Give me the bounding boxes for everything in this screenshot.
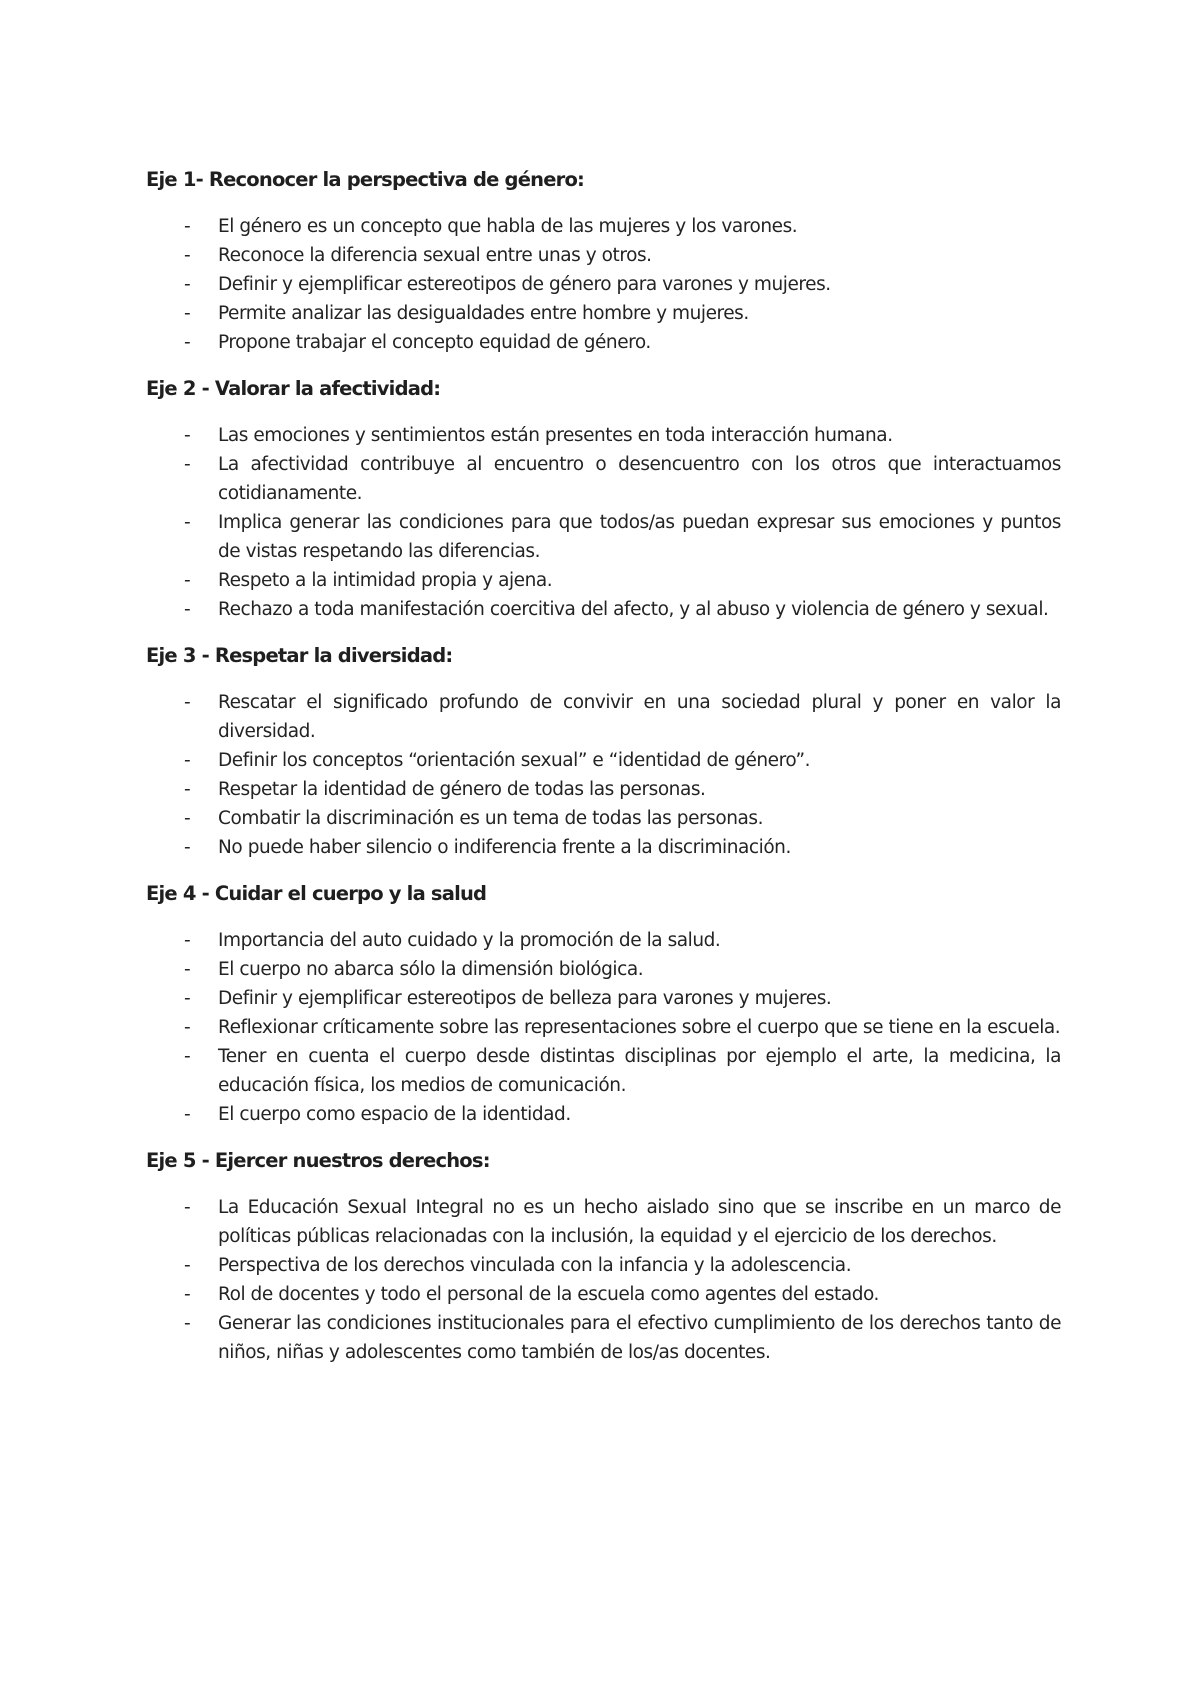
dash-bullet: -: [184, 779, 191, 800]
list-item: [146, 421, 1061, 450]
list-item-text: Definir y ejemplificar estereotipos de belleza para varones y mujeres.: [218, 988, 832, 1009]
list-item: [146, 1280, 1061, 1309]
dash-bullet: -: [184, 930, 191, 951]
dash-bullet: -: [184, 1104, 191, 1125]
list-item-text: No puede haber silencio o indiferencia frente a la discriminación.: [218, 837, 791, 858]
section-heading: Eje 4 - Cuidar el cuerpo y la salud: [146, 882, 487, 905]
dash-bullet: -: [184, 1313, 191, 1334]
list-item: [146, 270, 1061, 299]
list-item-text: Definir los conceptos “orientación sexual” e “identidad de género”.: [218, 750, 811, 771]
list-item: [146, 1042, 1061, 1100]
list-item-text: El género es un concepto que habla de las mujeres y los varones.: [218, 216, 798, 237]
list-item-text: El cuerpo como espacio de la identidad.: [218, 1104, 571, 1125]
list-item: [146, 833, 1061, 862]
list-item-text: Tener en cuenta el cuerpo desde distintas disciplinas por ejemplo el arte, la medicina, la educación física, los medios de comunicación.: [218, 1046, 1061, 1096]
list-item: [146, 508, 1061, 566]
list-item-text: Combatir la discriminación es un tema de todas las personas.: [218, 808, 764, 829]
dash-bullet: -: [184, 1017, 191, 1038]
list-item: [146, 984, 1061, 1013]
bullet-list: [146, 212, 1061, 357]
list-item: [146, 804, 1061, 833]
list-item-text: Reflexionar críticamente sobre las representaciones sobre el cuerpo que se tiene en la escuela.: [218, 1017, 1061, 1038]
list-item-text: Permite analizar las desigualdades entre hombre y mujeres.: [218, 303, 749, 324]
dash-bullet: -: [184, 332, 191, 353]
dash-bullet: -: [184, 988, 191, 1009]
list-item: [146, 688, 1061, 746]
section-heading: Eje 1- Reconocer la perspectiva de género:: [146, 168, 585, 191]
list-item-text: Propone trabajar el concepto equidad de género.: [218, 332, 651, 353]
list-item-text: Importancia del auto cuidado y la promoción de la salud.: [218, 930, 721, 951]
dash-bullet: -: [184, 216, 191, 237]
section-eje-5: [146, 1149, 1061, 1367]
list-item: [146, 299, 1061, 328]
dash-bullet: -: [184, 808, 191, 829]
bullet-list: [146, 421, 1061, 624]
list-item-text: Rechazo a toda manifestación coercitiva del afecto, y al abuso y violencia de género y sexual.: [218, 599, 1049, 620]
dash-bullet: -: [184, 274, 191, 295]
list-item: [146, 1309, 1061, 1367]
dash-bullet: -: [184, 1255, 191, 1276]
list-item: [146, 1013, 1061, 1042]
bullet-list: [146, 1193, 1061, 1367]
list-item-text: Respetar la identidad de género de todas las personas.: [218, 779, 706, 800]
section-eje-2: [146, 377, 1061, 624]
dash-bullet: -: [184, 1197, 191, 1218]
list-item: [146, 775, 1061, 804]
list-item-text: Definir y ejemplificar estereotipos de género para varones y mujeres.: [218, 274, 831, 295]
list-item: [146, 241, 1061, 270]
list-item: [146, 1100, 1061, 1129]
dash-bullet: -: [184, 959, 191, 980]
list-item: [146, 955, 1061, 984]
dash-bullet: -: [184, 837, 191, 858]
bullet-list: [146, 926, 1061, 1129]
section-eje-3: [146, 644, 1061, 862]
dash-bullet: -: [184, 1046, 191, 1067]
list-item: [146, 212, 1061, 241]
list-item: [146, 595, 1061, 624]
list-item-text: Generar las condiciones institucionales para el efectivo cumplimiento de los derechos tanto de niños, niñas y adolescentes como también de los/as docentes.: [218, 1313, 1061, 1363]
dash-bullet: -: [184, 512, 191, 533]
section-eje-1: [146, 168, 1061, 357]
dash-bullet: -: [184, 454, 191, 475]
list-item-text: Rescatar el significado profundo de convivir en una sociedad plural y poner en valor la diversidad.: [218, 692, 1061, 742]
list-item: [146, 566, 1061, 595]
dash-bullet: -: [184, 750, 191, 771]
list-item: [146, 450, 1061, 508]
section-heading: Eje 3 - Respetar la diversidad:: [146, 644, 453, 667]
section-eje-4: [146, 882, 1061, 1129]
list-item-text: Respeto a la intimidad propia y ajena.: [218, 570, 553, 591]
dash-bullet: -: [184, 425, 191, 446]
dash-bullet: -: [184, 692, 191, 713]
list-item-text: La Educación Sexual Integral no es un hecho aislado sino que se inscribe en un marco de políticas públicas relacionadas con la inclusión, la equidad y el ejercicio de los derechos.: [218, 1197, 1061, 1247]
list-item-text: Reconoce la diferencia sexual entre unas y otros.: [218, 245, 652, 266]
dash-bullet: -: [184, 245, 191, 266]
dash-bullet: -: [184, 599, 191, 620]
list-item: [146, 1193, 1061, 1251]
list-item-text: La afectividad contribuye al encuentro o desencuentro con los otros que interactuamos cotidianamente.: [218, 454, 1061, 504]
list-item-text: Implica generar las condiciones para que todos/as puedan expresar sus emociones y puntos de vistas respetando las diferencias.: [218, 512, 1061, 562]
section-heading: Eje 5 - Ejercer nuestros derechos:: [146, 1149, 490, 1172]
document-page: [146, 168, 1061, 1387]
list-item: [146, 746, 1061, 775]
list-item-text: Las emociones y sentimientos están presentes en toda interacción humana.: [218, 425, 893, 446]
list-item: [146, 926, 1061, 955]
list-item-text: Perspectiva de los derechos vinculada con la infancia y la adolescencia.: [218, 1255, 852, 1276]
list-item-text: Rol de docentes y todo el personal de la escuela como agentes del estado.: [218, 1284, 879, 1305]
bullet-list: [146, 688, 1061, 862]
list-item-text: El cuerpo no abarca sólo la dimensión biológica.: [218, 959, 644, 980]
dash-bullet: -: [184, 303, 191, 324]
dash-bullet: -: [184, 1284, 191, 1305]
dash-bullet: -: [184, 570, 191, 591]
list-item: [146, 1251, 1061, 1280]
list-item: [146, 328, 1061, 357]
section-heading: Eje 2 - Valorar la afectividad:: [146, 377, 441, 400]
